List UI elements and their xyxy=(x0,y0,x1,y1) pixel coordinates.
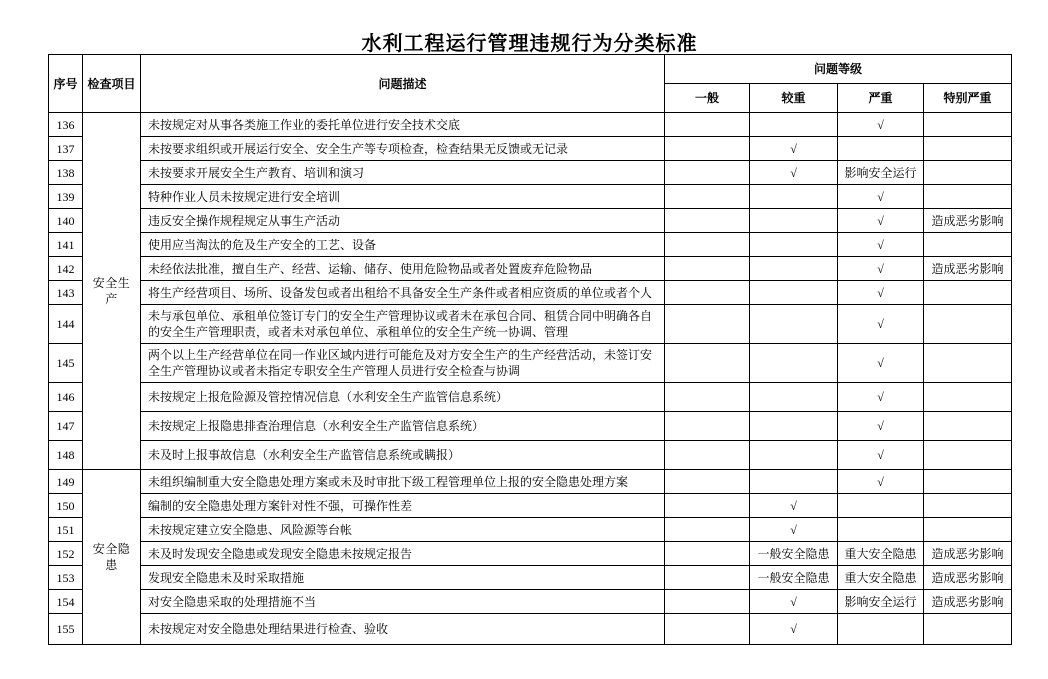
table-row xyxy=(49,344,1012,383)
table-row xyxy=(49,137,1012,161)
table-row xyxy=(49,305,1012,344)
row-number: 151 xyxy=(49,518,83,542)
table-row xyxy=(49,566,1012,590)
level-cell-general xyxy=(665,161,750,185)
level-cell-moderate xyxy=(750,344,838,383)
level-cell-moderate xyxy=(750,113,838,137)
row-number: 150 xyxy=(49,494,83,518)
problem-description: 未按规定对安全隐患处理结果进行检查、验收 xyxy=(141,614,665,645)
level-cell-extreme xyxy=(924,412,1012,441)
col-header-level-group: 问题等级 xyxy=(665,55,1012,84)
level-cell-severe: √ xyxy=(838,257,924,281)
level-cell-general xyxy=(665,344,750,383)
category-cell: 安全隐患 xyxy=(83,470,141,645)
row-number: 136 xyxy=(49,113,83,137)
level-cell-extreme: 造成恶劣影响 xyxy=(924,209,1012,233)
row-number: 147 xyxy=(49,412,83,441)
level-cell-general xyxy=(665,305,750,344)
problem-description: 两个以上生产经营单位在同一作业区域内进行可能危及对方安全生产的生产经营活动，未签订安全生产管理协议或者未指定专职安全生产管理人员进行安全检查与协调 xyxy=(141,344,665,383)
problem-description: 发现安全隐患未及时采取措施 xyxy=(141,566,665,590)
level-cell-general xyxy=(665,185,750,209)
header-row-top xyxy=(49,55,1012,84)
level-cell-general xyxy=(665,441,750,470)
level-cell-extreme xyxy=(924,344,1012,383)
row-number: 148 xyxy=(49,441,83,470)
level-cell-severe: √ xyxy=(838,470,924,494)
row-number: 140 xyxy=(49,209,83,233)
problem-description: 编制的安全隐患处理方案针对性不强，可操作性差 xyxy=(141,494,665,518)
level-cell-general xyxy=(665,614,750,645)
row-number: 139 xyxy=(49,185,83,209)
problem-description: 未及时上报事故信息（水利安全生产监管信息系统或瞒报） xyxy=(141,441,665,470)
col-header-level-moderate: 较重 xyxy=(750,84,838,113)
level-cell-moderate: √ xyxy=(750,614,838,645)
row-number: 144 xyxy=(49,305,83,344)
table-row xyxy=(49,281,1012,305)
table-row xyxy=(49,113,1012,137)
row-number: 154 xyxy=(49,590,83,614)
level-cell-severe: √ xyxy=(838,209,924,233)
row-number: 152 xyxy=(49,542,83,566)
level-cell-moderate: √ xyxy=(750,518,838,542)
problem-description: 未与承包单位、承租单位签订专门的安全生产管理协议或者未在承包合同、租赁合同中明确各自的安全生产管理职责，或者未对承包单位、承租单位的安全生产统一协调、管理 xyxy=(141,305,665,344)
col-header-index: 序号 xyxy=(49,55,83,113)
problem-description: 未按要求开展安全生产教育、培训和演习 xyxy=(141,161,665,185)
level-cell-severe: 重大安全隐患 xyxy=(838,566,924,590)
level-cell-moderate: √ xyxy=(750,137,838,161)
category-cell: 安全生产 xyxy=(83,113,141,470)
level-cell-extreme xyxy=(924,137,1012,161)
level-cell-moderate: √ xyxy=(750,494,838,518)
level-cell-severe: √ xyxy=(838,281,924,305)
col-header-level-extreme: 特别严重 xyxy=(924,84,1012,113)
table-row xyxy=(49,494,1012,518)
problem-description: 使用应当淘汰的危及生产安全的工艺、设备 xyxy=(141,233,665,257)
level-cell-moderate xyxy=(750,470,838,494)
level-cell-moderate xyxy=(750,305,838,344)
row-number: 153 xyxy=(49,566,83,590)
problem-description: 未按规定上报隐患排查治理信息（水利安全生产监管信息系统） xyxy=(141,412,665,441)
level-cell-moderate xyxy=(750,257,838,281)
level-cell-general xyxy=(665,257,750,281)
level-cell-extreme xyxy=(924,383,1012,412)
problem-description: 将生产经营项目、场所、设备发包或者出租给不具备安全生产条件或者相应资质的单位或者个人 xyxy=(141,281,665,305)
level-cell-moderate xyxy=(750,185,838,209)
row-number: 137 xyxy=(49,137,83,161)
violation-classification-table xyxy=(48,54,1012,645)
table-row xyxy=(49,441,1012,470)
level-cell-moderate xyxy=(750,233,838,257)
col-header-category: 检查项目 xyxy=(83,55,141,113)
row-number: 141 xyxy=(49,233,83,257)
level-cell-extreme xyxy=(924,494,1012,518)
level-cell-general xyxy=(665,113,750,137)
level-cell-severe: √ xyxy=(838,113,924,137)
problem-description: 未组织编制重大安全隐患处理方案或未及时审批下级工程管理单位上报的安全隐患处理方案 xyxy=(141,470,665,494)
level-cell-moderate xyxy=(750,383,838,412)
level-cell-general xyxy=(665,590,750,614)
level-cell-severe: √ xyxy=(838,305,924,344)
level-cell-extreme xyxy=(924,614,1012,645)
level-cell-general xyxy=(665,281,750,305)
level-cell-severe: √ xyxy=(838,344,924,383)
col-header-level-general: 一般 xyxy=(665,84,750,113)
table-row xyxy=(49,590,1012,614)
row-number: 145 xyxy=(49,344,83,383)
problem-description: 未按要求组织或开展运行安全、安全生产等专项检查，检查结果无反馈或无记录 xyxy=(141,137,665,161)
problem-description: 未按规定建立安全隐患、风险源等台帐 xyxy=(141,518,665,542)
row-number: 149 xyxy=(49,470,83,494)
level-cell-severe xyxy=(838,614,924,645)
level-cell-extreme: 造成恶劣影响 xyxy=(924,257,1012,281)
level-cell-severe: 影响安全运行 xyxy=(838,161,924,185)
level-cell-severe: √ xyxy=(838,412,924,441)
page-title: 水利工程运行管理违规行为分类标准 xyxy=(361,33,698,55)
level-cell-general xyxy=(665,566,750,590)
level-cell-extreme xyxy=(924,185,1012,209)
level-cell-severe: √ xyxy=(838,185,924,209)
level-cell-severe: √ xyxy=(838,383,924,412)
level-cell-severe xyxy=(838,518,924,542)
level-cell-moderate xyxy=(750,441,838,470)
level-cell-severe: √ xyxy=(838,441,924,470)
level-cell-extreme xyxy=(924,518,1012,542)
row-number: 142 xyxy=(49,257,83,281)
level-cell-severe xyxy=(838,494,924,518)
table-header xyxy=(49,55,1012,113)
col-header-level-severe: 严重 xyxy=(838,84,924,113)
problem-description: 未按规定上报危险源及管控情况信息（水利安全生产监管信息系统） xyxy=(141,383,665,412)
table-row xyxy=(49,542,1012,566)
problem-description: 未经依法批准，擅自生产、经营、运输、储存、使用危险物品或者处置废弃危险物品 xyxy=(141,257,665,281)
level-cell-extreme xyxy=(924,281,1012,305)
table-row xyxy=(49,614,1012,645)
level-cell-general xyxy=(665,470,750,494)
level-cell-extreme: 造成恶劣影响 xyxy=(924,542,1012,566)
level-cell-moderate: √ xyxy=(750,161,838,185)
level-cell-general xyxy=(665,518,750,542)
level-cell-general xyxy=(665,137,750,161)
level-cell-general xyxy=(665,412,750,441)
level-cell-moderate xyxy=(750,281,838,305)
table-row xyxy=(49,185,1012,209)
table-row xyxy=(49,209,1012,233)
level-cell-severe xyxy=(838,137,924,161)
row-number: 155 xyxy=(49,614,83,645)
level-cell-extreme: 造成恶劣影响 xyxy=(924,566,1012,590)
table-row xyxy=(49,383,1012,412)
level-cell-severe: 影响安全运行 xyxy=(838,590,924,614)
problem-description: 特种作业人员未按规定进行安全培训 xyxy=(141,185,665,209)
row-number: 146 xyxy=(49,383,83,412)
level-cell-moderate xyxy=(750,209,838,233)
row-number: 138 xyxy=(49,161,83,185)
level-cell-extreme xyxy=(924,305,1012,344)
level-cell-general xyxy=(665,494,750,518)
col-header-description: 问题描述 xyxy=(141,55,665,113)
level-cell-extreme xyxy=(924,470,1012,494)
level-cell-general xyxy=(665,542,750,566)
problem-description: 未按规定对从事各类施工作业的委托单位进行安全技术交底 xyxy=(141,113,665,137)
problem-description: 未及时发现安全隐患或发现安全隐患未按规定报告 xyxy=(141,542,665,566)
problem-description: 对安全隐患采取的处理措施不当 xyxy=(141,590,665,614)
level-cell-severe: √ xyxy=(838,233,924,257)
table-row xyxy=(49,470,1012,494)
level-cell-extreme xyxy=(924,113,1012,137)
table-row xyxy=(49,161,1012,185)
row-number: 143 xyxy=(49,281,83,305)
level-cell-extreme xyxy=(924,161,1012,185)
level-cell-severe: 重大安全隐患 xyxy=(838,542,924,566)
level-cell-general xyxy=(665,209,750,233)
table-body xyxy=(49,113,1012,645)
level-cell-moderate: 一般安全隐患 xyxy=(750,542,838,566)
problem-description: 违反安全操作规程规定从事生产活动 xyxy=(141,209,665,233)
level-cell-extreme: 造成恶劣影响 xyxy=(924,590,1012,614)
level-cell-moderate: 一般安全隐患 xyxy=(750,566,838,590)
level-cell-moderate: √ xyxy=(750,590,838,614)
level-cell-general xyxy=(665,383,750,412)
table-row xyxy=(49,257,1012,281)
level-cell-moderate xyxy=(750,412,838,441)
level-cell-extreme xyxy=(924,441,1012,470)
table-row xyxy=(49,412,1012,441)
level-cell-general xyxy=(665,233,750,257)
table-row xyxy=(49,518,1012,542)
table-row xyxy=(49,233,1012,257)
level-cell-extreme xyxy=(924,233,1012,257)
